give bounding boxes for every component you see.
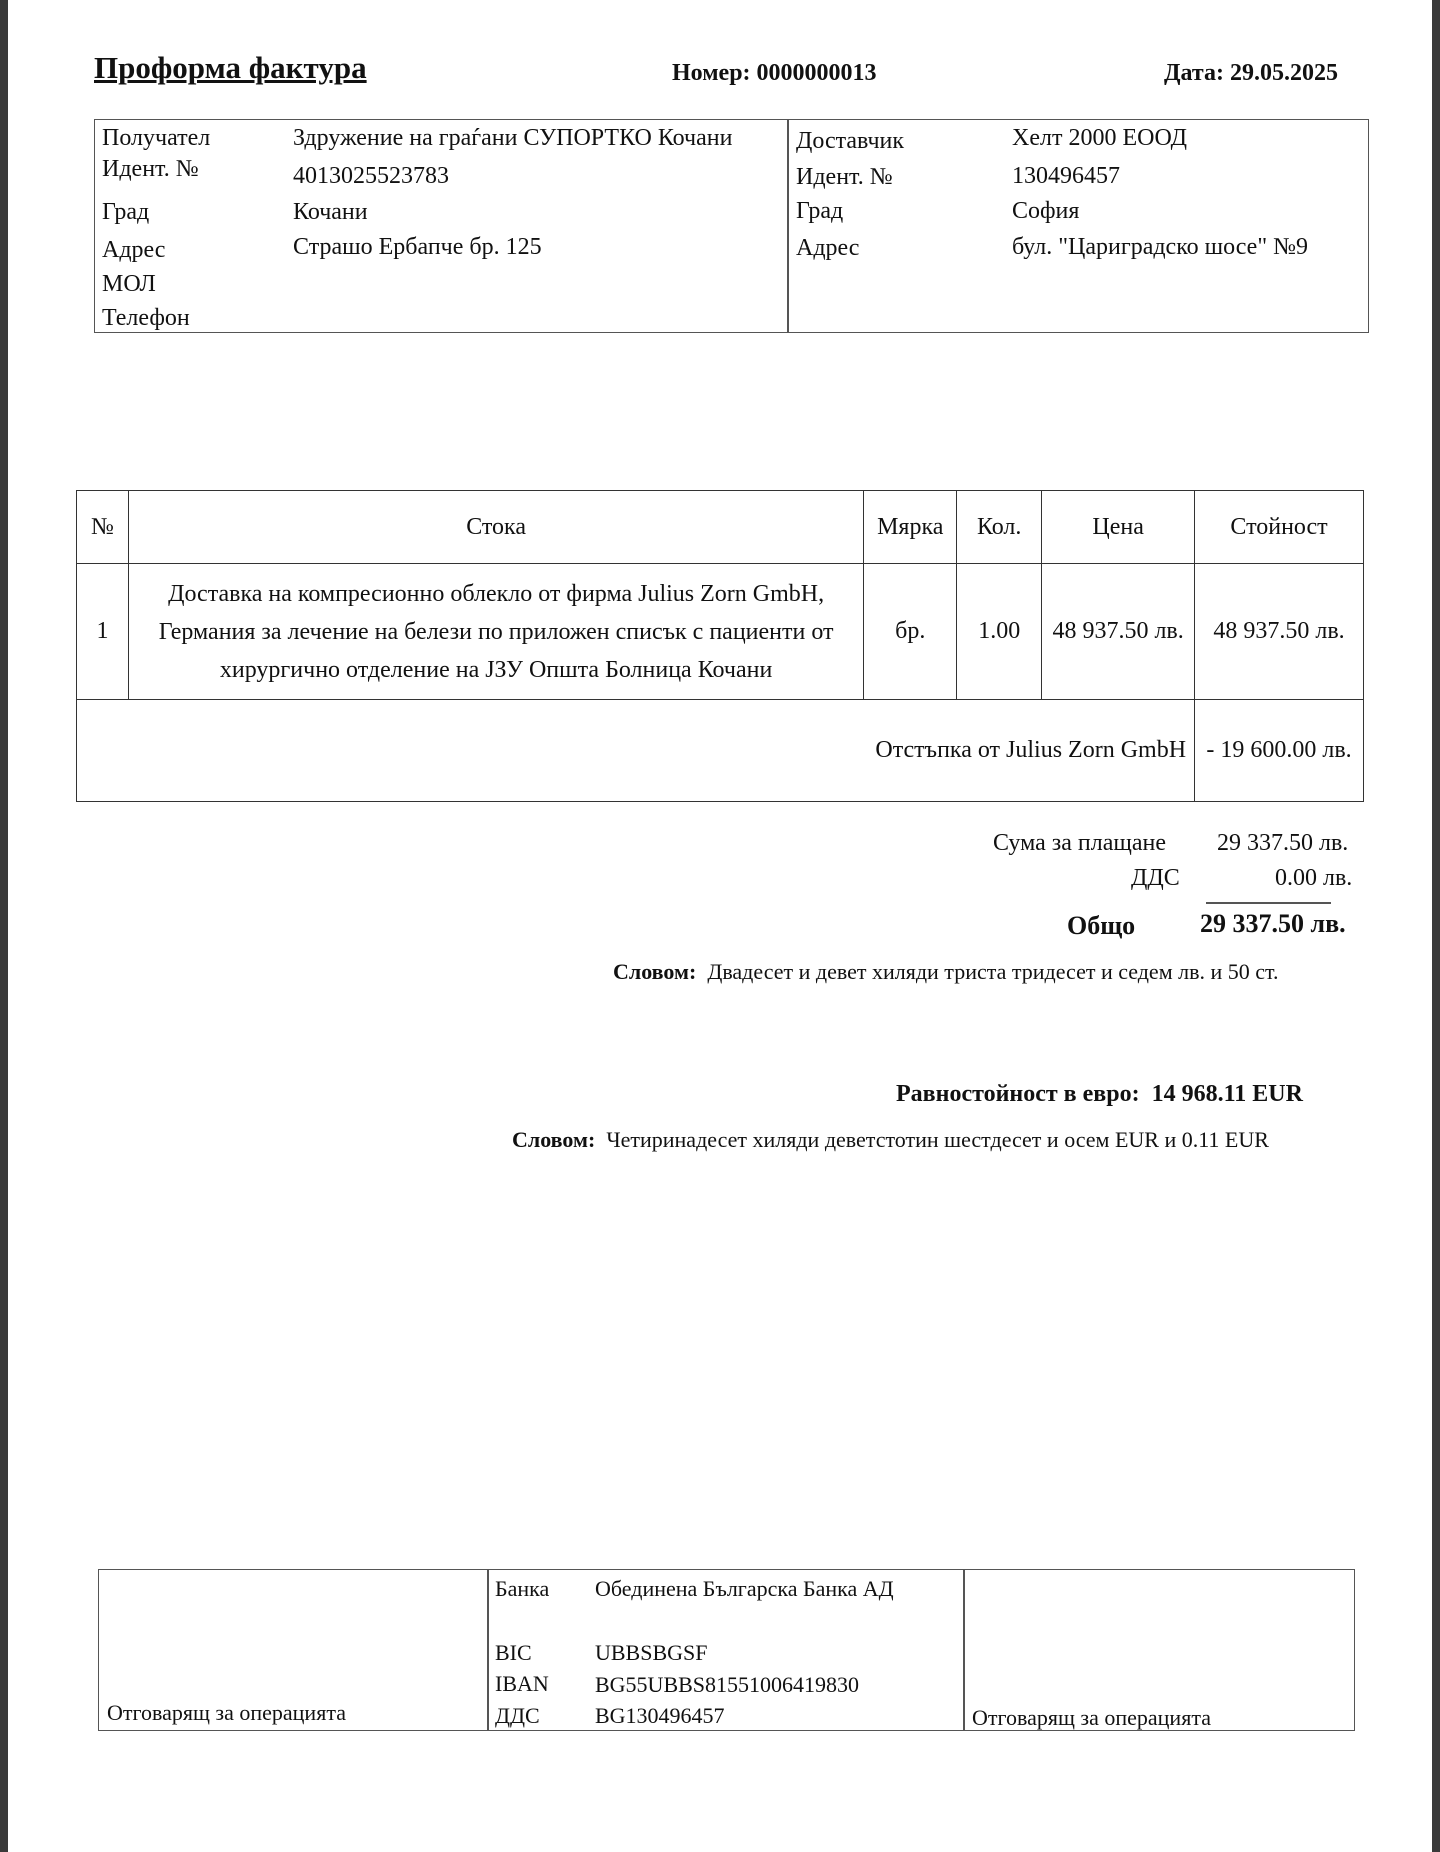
supplier-name: Хелт 2000 ЕООД xyxy=(1012,125,1187,151)
row-qty: 1.00 xyxy=(957,564,1042,700)
amount-in-words xyxy=(613,959,1278,985)
col-header-price: Цена xyxy=(1042,491,1195,564)
items-table xyxy=(76,490,1364,802)
payable-label: Сума за плащане xyxy=(993,830,1167,856)
supplier-city: София xyxy=(1012,198,1080,224)
euro-equivalent xyxy=(896,1081,1303,1108)
table-row xyxy=(77,564,1364,700)
recipient-id-label: Идент. № xyxy=(102,156,199,182)
vat-number-value: BG130496457 xyxy=(595,1703,725,1728)
euro-value: 14 968.11 EUR xyxy=(1151,1081,1303,1107)
responsible-right: Отговарящ за операцията xyxy=(972,1705,1211,1730)
table-header-row xyxy=(77,491,1364,564)
parties-box xyxy=(94,119,1369,333)
row-description-line: хирургично отделение на ЈЗУ Општа Болница Кочани xyxy=(219,656,773,683)
iban-value: BG55UBBS81551006419830 xyxy=(595,1672,860,1697)
recipient-name: Здружение на граѓани СУПОРТКО Кочани xyxy=(293,125,733,151)
col-header-qty: Кол. xyxy=(957,491,1042,564)
recipient-address: Страшо Ербапче бр. 125 xyxy=(293,234,542,260)
col-header-unit: Мярка xyxy=(864,491,957,564)
euro-words-value: Четиринадесет хиляди деветстотин шестдесет и осем EUR и 0.11 EUR xyxy=(606,1127,1269,1152)
document-title: Проформа фактура xyxy=(94,50,367,85)
row-description-line: Германия за лечение на белези по приложен списък с пациенти от xyxy=(158,618,834,645)
invoice-number: Номер: 0000000013 xyxy=(672,60,877,86)
supplier-name-label: Доставчик xyxy=(796,128,905,154)
col-header-no: № xyxy=(77,491,129,564)
recipient-address-label: Адрес xyxy=(102,237,166,263)
footer-divider-left xyxy=(487,1570,489,1730)
col-header-item: Стока xyxy=(128,491,863,564)
amount-words-value: Двадесет и девет хиляди триста тридесет и седем лв. и 50 ст. xyxy=(707,959,1279,984)
invoice-date: Дата: 29.05.2025 xyxy=(1164,60,1338,86)
bank-value: Обединена Българска Банка АД xyxy=(595,1576,894,1601)
supplier-address-label: Адрес xyxy=(796,235,860,261)
vat-value: 0.00 лв. xyxy=(1275,865,1353,891)
total-value: 29 337.50 лв. xyxy=(1200,909,1346,938)
bic-value: UBBSBGSF xyxy=(595,1640,708,1665)
supplier-id: 130496457 xyxy=(1012,163,1120,189)
supplier-city-label: Град xyxy=(796,198,844,224)
vat-number-label: ДДС xyxy=(495,1703,540,1728)
bank-label: Банка xyxy=(495,1576,550,1601)
euro-label: Равностойност в евро: xyxy=(896,1081,1140,1107)
supplier-address: бул. "Цариградско шосе" №9 xyxy=(1012,234,1309,260)
amount-words-label: Словом: xyxy=(613,959,697,984)
discount-row xyxy=(77,700,1364,802)
recipient-name-label: Получател xyxy=(102,125,211,151)
page-edge-left xyxy=(0,0,8,1852)
col-header-value: Стойност xyxy=(1195,491,1364,564)
page-edge-right xyxy=(1432,0,1440,1852)
supplier-id-label: Идент. № xyxy=(796,164,893,190)
euro-in-words xyxy=(512,1127,1269,1153)
row-description xyxy=(128,564,863,700)
payable-value: 29 337.50 лв. xyxy=(1217,830,1349,856)
row-price: 48 937.50 лв. xyxy=(1042,564,1195,700)
row-description-line: Доставка на компресионно облекло от фирма Julius Zorn GmbH, xyxy=(168,580,825,607)
recipient-phone-label: Телефон xyxy=(102,305,190,331)
recipient-city: Кочани xyxy=(293,199,368,225)
euro-words-label: Словом: xyxy=(512,1127,596,1152)
discount-value: - 19 600.00 лв. xyxy=(1195,700,1364,802)
recipient-city-label: Град xyxy=(102,199,150,225)
parties-divider xyxy=(787,120,789,332)
bic-label: BIC xyxy=(495,1640,532,1665)
recipient-id: 4013025523783 xyxy=(293,163,449,189)
footer-divider-right xyxy=(963,1570,965,1730)
iban-label: IBAN xyxy=(495,1671,549,1696)
row-unit: бр. xyxy=(864,564,957,700)
total-label: Общо xyxy=(1067,911,1136,940)
recipient-mol-label: МОЛ xyxy=(102,271,156,297)
row-value: 48 937.50 лв. xyxy=(1195,564,1364,700)
row-no: 1 xyxy=(77,564,129,700)
footer-box xyxy=(98,1569,1355,1731)
vat-label: ДДС xyxy=(1131,865,1180,891)
totals-rule xyxy=(1206,902,1331,904)
discount-label: Отстъпка от Julius Zorn GmbH xyxy=(77,700,1195,802)
responsible-left: Отговарящ за операцията xyxy=(107,1700,346,1725)
